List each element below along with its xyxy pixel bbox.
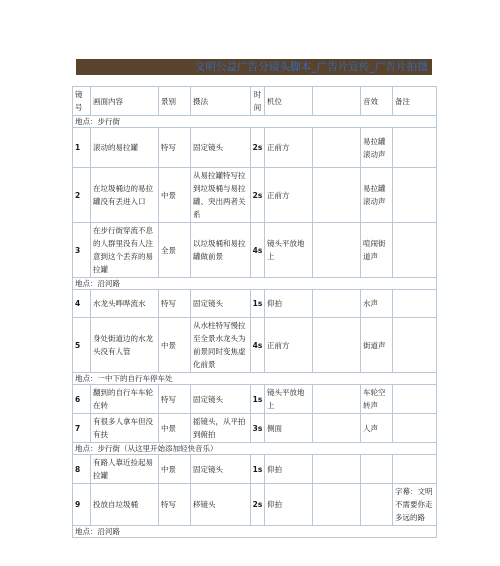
- shot-cell: 在垃圾桶边的易拉罐没有丢进入口: [91, 168, 159, 223]
- shot-cell: [313, 128, 361, 168]
- shot-cell: [313, 168, 361, 223]
- shot-cell: 中景: [159, 414, 191, 443]
- shot-cell: 字幕：文明不需要你走多远的路: [393, 484, 437, 526]
- shot-cell: 侧面: [265, 414, 313, 443]
- location-label: 地点：步行街: [73, 116, 437, 128]
- shot-row: [73, 128, 437, 168]
- shot-row: [73, 290, 437, 318]
- header-cell: 镜号: [73, 87, 91, 116]
- shot-cell: 有很多人拿车但没有扶: [91, 414, 159, 443]
- shot-cell: 翻到的自行车车轮在转: [91, 385, 159, 414]
- shot-cell: 4s: [251, 223, 265, 278]
- location-label: 地点：沿河路: [73, 278, 437, 290]
- shot-cell: 4s: [251, 318, 265, 373]
- shot-cell: 仰拍: [265, 484, 313, 526]
- shot-cell: 1: [73, 128, 91, 168]
- shot-cell: 5: [73, 318, 91, 373]
- shot-cell: 滚动的易拉罐: [91, 128, 159, 168]
- shot-cell: [393, 414, 437, 443]
- shot-cell: 身处街道边的水龙头没有人管: [91, 318, 159, 373]
- shot-cell: 易拉罐滚动声: [361, 128, 393, 168]
- shot-cell: 4: [73, 290, 91, 318]
- header-cell: 景别: [159, 87, 191, 116]
- shot-cell: 固定镜头: [191, 290, 251, 318]
- shot-cell: 全景: [159, 223, 191, 278]
- shot-cell: 从水柱特写慢拉至全景水龙头为前景同时变焦虚化前景: [191, 318, 251, 373]
- shot-cell: 投放自垃圾桶: [91, 484, 159, 526]
- shot-cell: [313, 414, 361, 443]
- shot-cell: [393, 128, 437, 168]
- shot-cell: [393, 168, 437, 223]
- shot-cell: 正前方: [265, 128, 313, 168]
- shot-cell: 易拉罐滚动声: [361, 168, 393, 223]
- shot-cell: 中景: [159, 168, 191, 223]
- shot-cell: 6: [73, 385, 91, 414]
- shot-cell: 镜头平放地上: [265, 385, 313, 414]
- shot-cell: 固定镜头: [191, 128, 251, 168]
- storyboard-table: [72, 86, 437, 538]
- shot-cell: 移镜头: [191, 484, 251, 526]
- shot-row: [73, 484, 437, 526]
- shot-cell: [313, 455, 361, 484]
- header-cell: 画面内容: [91, 87, 159, 116]
- shot-row: [73, 223, 437, 278]
- shot-cell: [313, 484, 361, 526]
- shot-cell: 中景: [159, 455, 191, 484]
- shot-cell: 特写: [159, 290, 191, 318]
- shot-cell: [393, 385, 437, 414]
- shot-cell: 摇镜头，从平拍到俯拍: [191, 414, 251, 443]
- location-label: 地点：沿河路: [73, 526, 437, 538]
- shot-row: [73, 385, 437, 414]
- shot-cell: 水声: [361, 290, 393, 318]
- document-title: 文明公益广告分镜头脚本_广告片宣传_广告片拍摄: [76, 59, 432, 75]
- shot-cell: 有路人靠近捡起易拉罐: [91, 455, 159, 484]
- shot-cell: [313, 318, 361, 373]
- shot-cell: [361, 455, 393, 484]
- shot-cell: [393, 223, 437, 278]
- shot-cell: 2: [73, 168, 91, 223]
- shot-cell: 中景: [159, 318, 191, 373]
- storyboard-body: [73, 87, 437, 538]
- shot-cell: [393, 455, 437, 484]
- shot-cell: 7: [73, 414, 91, 443]
- shot-cell: 以垃圾桶和易拉罐做前景: [191, 223, 251, 278]
- shot-cell: 特写: [159, 484, 191, 526]
- shot-cell: [361, 484, 393, 526]
- shot-cell: 在步行街穿流不息的人群里没有人注意到这个丢弃的易拉罐: [91, 223, 159, 278]
- shot-cell: 固定镜头: [191, 455, 251, 484]
- shot-cell: 特写: [159, 385, 191, 414]
- shot-cell: 街道声: [361, 318, 393, 373]
- shot-cell: 仰拍: [265, 455, 313, 484]
- header-cell: 机位: [265, 87, 313, 116]
- shot-cell: [393, 318, 437, 373]
- shot-row: [73, 318, 437, 373]
- header-cell: 摄法: [191, 87, 251, 116]
- shot-cell: [313, 223, 361, 278]
- location-label: 地点：步行街（从这里开始添加轻快音乐）: [73, 443, 437, 455]
- shot-row: [73, 455, 437, 484]
- shot-cell: 3s: [251, 414, 265, 443]
- header-cell: [313, 87, 361, 116]
- shot-cell: 2s: [251, 168, 265, 223]
- shot-cell: [313, 385, 361, 414]
- shot-cell: 8: [73, 455, 91, 484]
- shot-cell: 仰拍: [265, 290, 313, 318]
- shot-cell: 1s: [251, 290, 265, 318]
- location-label: 地点：一中下的自行车停车处: [73, 373, 437, 385]
- shot-cell: 2s: [251, 128, 265, 168]
- shot-cell: 正前方: [265, 168, 313, 223]
- shot-row: [73, 414, 437, 443]
- location-row: [73, 278, 437, 290]
- shot-cell: 2s: [251, 484, 265, 526]
- shot-row: [73, 168, 437, 223]
- header-cell: 时间: [251, 87, 265, 116]
- header-cell: 音效: [361, 87, 393, 116]
- shot-cell: [313, 290, 361, 318]
- shot-cell: 3: [73, 223, 91, 278]
- shot-cell: 喧闹街道声: [361, 223, 393, 278]
- shot-cell: 9: [73, 484, 91, 526]
- shot-cell: 水龙头哗哗流水: [91, 290, 159, 318]
- location-row: [73, 443, 437, 455]
- shot-cell: [393, 290, 437, 318]
- shot-cell: 1s: [251, 455, 265, 484]
- header-row: [73, 87, 437, 116]
- shot-cell: 正前方: [265, 318, 313, 373]
- shot-cell: 人声: [361, 414, 393, 443]
- shot-cell: 1s: [251, 385, 265, 414]
- location-row: [73, 373, 437, 385]
- shot-cell: 特写: [159, 128, 191, 168]
- location-row: [73, 526, 437, 538]
- shot-cell: 从易拉罐特写拉到垃圾桶与易拉罐、突出两者关系: [191, 168, 251, 223]
- location-row: [73, 116, 437, 128]
- shot-cell: 固定镜头: [191, 385, 251, 414]
- shot-cell: 镜头平放地上: [265, 223, 313, 278]
- header-cell: 备注: [393, 87, 437, 116]
- shot-cell: 车轮空转声: [361, 385, 393, 414]
